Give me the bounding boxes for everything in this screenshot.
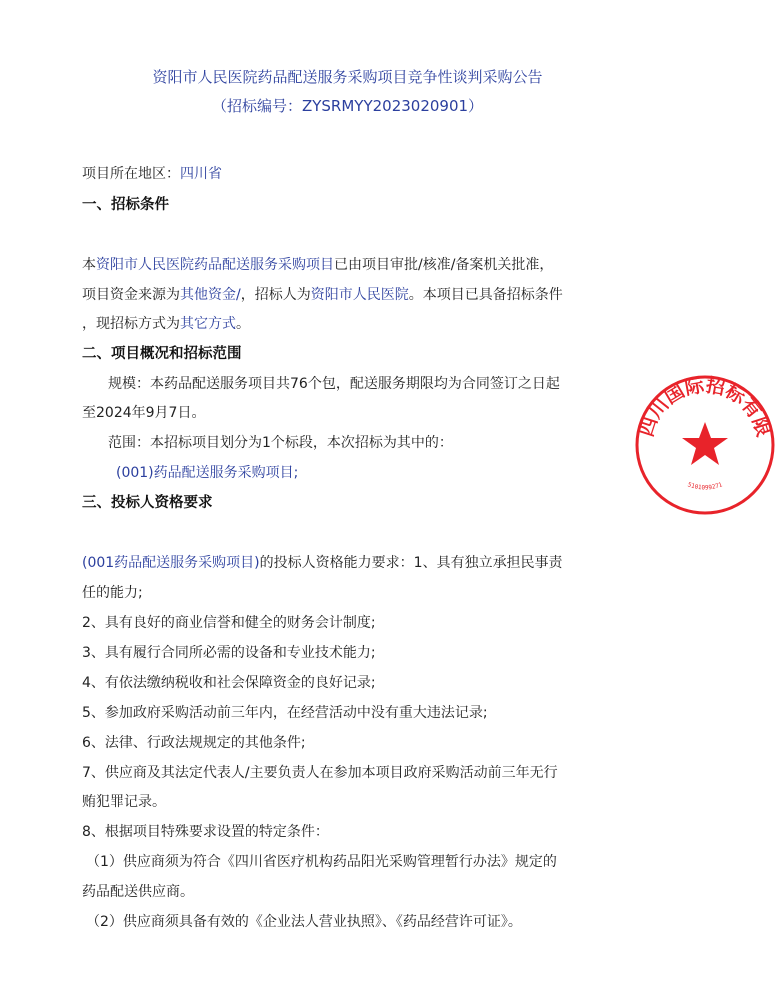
bid-number: （招标编号：ZYSRMYY2023020901） [211, 97, 484, 115]
qualification-item: 2、具有良好的商业信誉和健全的财务会计制度; [82, 615, 376, 631]
section1-line-2 [82, 285, 563, 305]
scope-line: 范围：本招标项目划分为1个标段，本次招标为其中的： [108, 435, 453, 451]
qualification-intro [82, 553, 563, 573]
tenderer-name: 资阳市人民医院 [310, 287, 409, 303]
region-label: 项目所在地区： [82, 166, 180, 182]
text-fragment: ，招标人为 [240, 287, 311, 303]
text-fragment: 本 [82, 257, 96, 273]
text-fragment: 。 [236, 316, 250, 332]
qualification-item: （2）供应商须具备有效的《企业法人营业执照》、《药品经营许可证》。 [86, 914, 522, 930]
section1-line-3 [82, 314, 250, 334]
region-value: 四川省 [180, 166, 222, 182]
qualification-item: 3、具有履行合同所必需的设备和专业技术能力; [82, 645, 376, 661]
section1-line-1 [82, 255, 553, 275]
text-fragment: 已由项目审批/核准/备案机关批准， [334, 257, 554, 273]
text-fragment: ，现招标方式为 [82, 316, 180, 332]
section2-heading: 二、项目概况和招标范围 [82, 346, 242, 362]
text-fragment: 的投标人资格能力要求：1、具有独立承担民事责 [259, 555, 563, 571]
qualification-item: 6、法律、行政法规规定的其他条件; [82, 735, 306, 751]
qualification-item: 贿犯罪记录。 [82, 794, 166, 810]
project-name: 资阳市人民医院药品配送服务采购项目 [96, 257, 334, 273]
seal-text: 四川国际招标有限 [635, 374, 775, 440]
seal-code: 5101099271 [686, 481, 724, 492]
qualification-item: 药品配送供应商。 [82, 884, 194, 900]
scale-line-2: 至2024年9月7日。 [82, 405, 206, 421]
tender-method: 其它方式 [180, 316, 236, 332]
qualification-item: 5、参加政府采购活动前三年内，在经营活动中没有重大违法记录; [82, 705, 488, 721]
qualification-item: 7、供应商及其法定代表人/主要负责人在参加本项目政府采购活动前三年无行 [82, 765, 558, 781]
lot-reference: (001药品配送服务采购项目) [82, 555, 260, 571]
seal-star-icon [682, 422, 728, 465]
section1-heading: 一、招标条件 [82, 197, 169, 213]
document-title: 资阳市人民医院药品配送服务采购项目竞争性谈判采购公告 [152, 68, 543, 86]
official-seal-icon [630, 370, 780, 520]
region-line [82, 164, 222, 184]
fund-source: 其他资金/ [180, 287, 241, 303]
section3-heading: 三、投标人资格要求 [82, 495, 213, 511]
qualification-item: 8、根据项目特殊要求设置的特定条件： [82, 824, 329, 840]
qualification-item: （1）供应商须为符合《四川省医疗机构药品阳光采购管理暂行办法》规定的 [86, 854, 557, 870]
text-fragment: 。本项目已具备招标条件 [408, 287, 563, 303]
lot-line: (001)药品配送服务采购项目; [116, 465, 299, 481]
qualification-intro-line-2: 任的能力; [82, 585, 143, 601]
qualification-item: 4、有依法缴纳税收和社会保障资金的良好记录; [82, 675, 376, 691]
scale-line-1: 规模：本药品配送服务项目共76个包，配送服务期限均为合同签订之日起 [108, 376, 560, 392]
text-fragment: 项目资金来源为 [82, 287, 180, 303]
